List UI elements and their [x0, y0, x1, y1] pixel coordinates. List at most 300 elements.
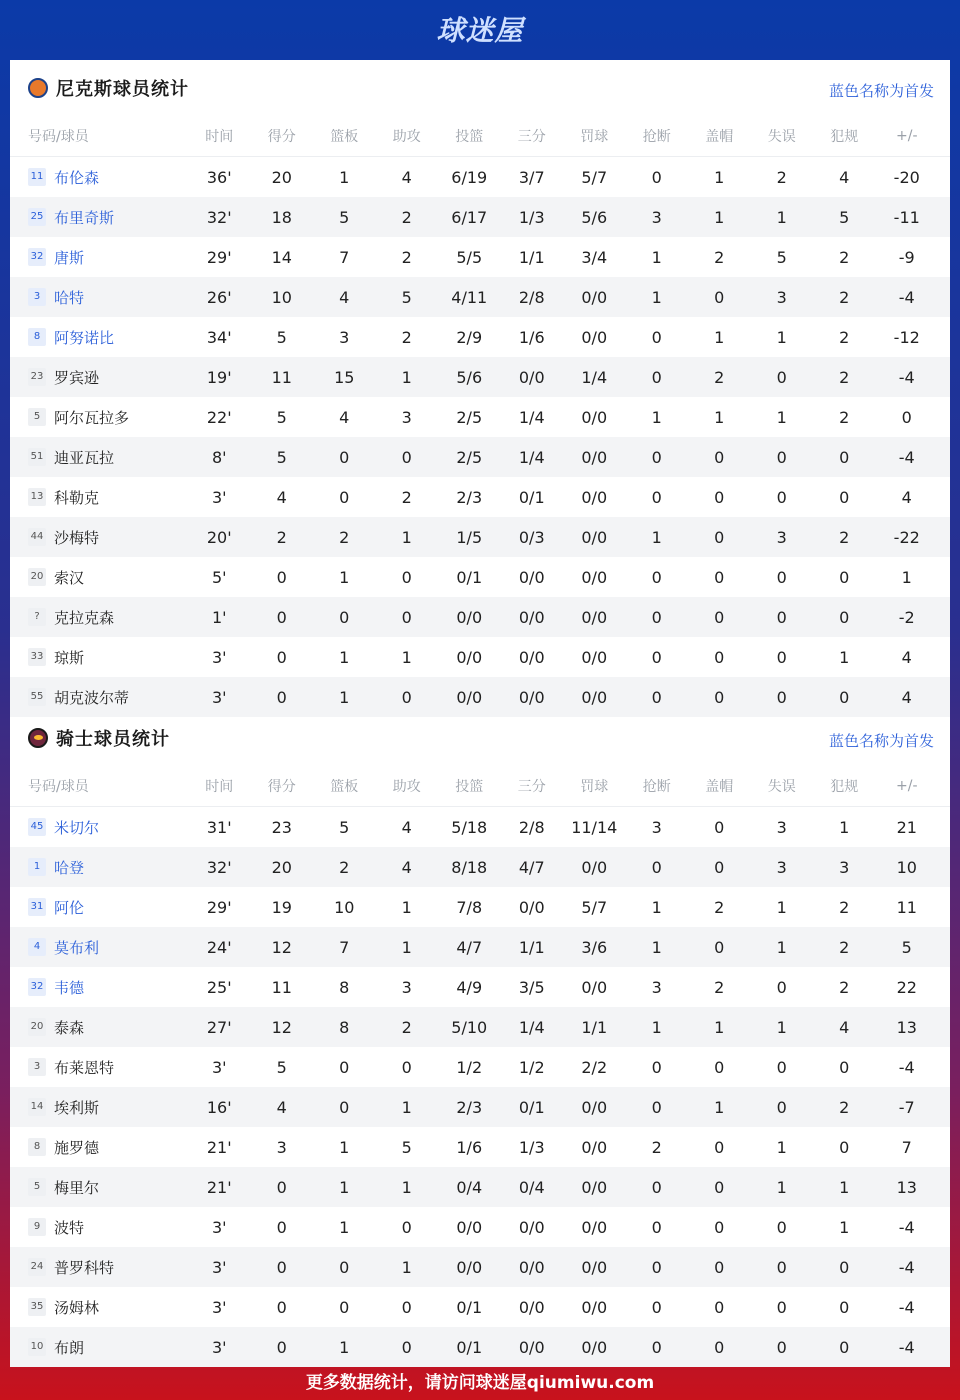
- player-name[interactable]: 米切尔: [54, 818, 100, 837]
- footer-link[interactable]: 更多数据统计，请访问球迷屋qiumiwu.com: [305, 1372, 655, 1393]
- stat-min: 5': [211, 567, 227, 587]
- stat-tov: 5: [776, 247, 787, 267]
- jersey-number: 32: [28, 978, 46, 996]
- player-name[interactable]: 施罗德: [54, 1138, 100, 1157]
- stat-tp: 2/8: [518, 287, 545, 307]
- player-cell: [10, 567, 188, 588]
- stat-pts: 12: [271, 937, 292, 957]
- stat-pf: 2: [839, 977, 850, 997]
- stat-pf: 4: [839, 167, 850, 187]
- stat-tp: 1/4: [518, 407, 545, 427]
- stat-tov: 1: [776, 207, 787, 227]
- stat-tov: 0: [776, 607, 787, 627]
- player-name[interactable]: 普罗科特: [54, 1258, 115, 1277]
- player-cell: [10, 367, 188, 388]
- player-cell: [10, 1097, 188, 1118]
- stat-reb: 1: [339, 167, 350, 187]
- stat-min: 3': [211, 1257, 227, 1277]
- stat-ast: 1: [401, 1257, 412, 1277]
- stat-ft: 0/0: [581, 1177, 608, 1197]
- stat-ast: 5: [401, 1137, 412, 1157]
- column-header-blk: 盖帽: [705, 129, 734, 145]
- stat-pm: -4: [898, 367, 915, 387]
- stat-ft: 5/6: [581, 207, 608, 227]
- stat-blk: 2: [714, 977, 725, 997]
- stat-pts: 23: [271, 817, 292, 837]
- stat-min: 29': [206, 897, 232, 917]
- jersey-number: 5: [28, 1178, 46, 1196]
- stat-reb: 15: [334, 367, 355, 387]
- stat-pf: 0: [839, 687, 850, 707]
- stat-blk: 0: [714, 647, 725, 667]
- stat-blk: 0: [714, 687, 725, 707]
- player-cell: [10, 527, 188, 548]
- table-row[interactable]: [10, 637, 950, 677]
- stat-ft: 0/0: [581, 687, 608, 707]
- stat-tov: 0: [776, 647, 787, 667]
- stat-tov: 3: [776, 817, 787, 837]
- player-name[interactable]: 克拉克森: [54, 608, 115, 627]
- stat-stl: 0: [651, 1097, 662, 1117]
- jersey-number: 9: [28, 1218, 46, 1236]
- stat-tov: 1: [776, 897, 787, 917]
- table-row[interactable]: [10, 1007, 950, 1047]
- player-cell: [10, 1337, 188, 1358]
- stat-fg: 4/7: [456, 937, 483, 957]
- column-header-tov: 失误: [767, 129, 796, 145]
- player-name[interactable]: 科勒克: [54, 488, 100, 507]
- player-cell: [10, 487, 188, 508]
- stat-min: 21': [206, 1137, 232, 1157]
- stat-min: 32': [206, 207, 232, 227]
- table-row[interactable]: [10, 517, 950, 557]
- player-name[interactable]: 阿伦: [54, 898, 85, 917]
- stat-reb: 8: [339, 977, 350, 997]
- stat-stl: 0: [651, 447, 662, 467]
- stat-blk: 0: [714, 817, 725, 837]
- stat-blk: 0: [714, 1337, 725, 1357]
- starter-note: 蓝色名称为首发: [828, 732, 934, 750]
- section-header: [10, 60, 950, 116]
- stat-fg: 0/0: [456, 1257, 483, 1277]
- stat-ast: 0: [401, 1337, 412, 1357]
- stat-min: 16': [206, 1097, 232, 1117]
- stat-blk: 1: [714, 327, 725, 347]
- stat-tov: 0: [776, 367, 787, 387]
- player-name[interactable]: 汤姆林: [54, 1298, 100, 1317]
- stat-tov: 1: [776, 1017, 787, 1037]
- stat-tov: 0: [776, 1057, 787, 1077]
- stat-tp: 0/0: [518, 567, 545, 587]
- column-header-pm: +/-: [896, 128, 918, 144]
- stat-stl: 0: [651, 857, 662, 877]
- stat-ast: 4: [401, 857, 412, 877]
- column-header-fg: 投篮: [455, 129, 484, 145]
- stat-blk: 1: [714, 1017, 725, 1037]
- section-title: 骑士球员统计: [56, 729, 170, 750]
- stat-ast: 1: [401, 1177, 412, 1197]
- jersey-number: 5: [28, 408, 46, 426]
- stat-tov: 0: [776, 1337, 787, 1357]
- stat-stl: 3: [651, 817, 662, 837]
- jersey-number: 3: [28, 1058, 46, 1076]
- stat-pts: 0: [276, 1337, 287, 1357]
- player-name[interactable]: 莫布利: [54, 938, 100, 957]
- stat-tov: 1: [776, 407, 787, 427]
- stat-pts: 19: [271, 897, 292, 917]
- stat-fg: 4/9: [456, 977, 483, 997]
- stat-pf: 2: [839, 407, 850, 427]
- stat-ft: 0/0: [581, 1297, 608, 1317]
- player-name[interactable]: 波特: [54, 1218, 85, 1237]
- jersey-number: 44: [28, 528, 46, 546]
- stat-pts: 5: [276, 447, 287, 467]
- stat-stl: 0: [651, 647, 662, 667]
- player-cell: [10, 937, 188, 958]
- stat-min: 26': [206, 287, 232, 307]
- stat-ast: 2: [401, 487, 412, 507]
- stat-ft: 0/0: [581, 1217, 608, 1237]
- jersey-number: 13: [28, 488, 46, 506]
- stat-pf: 0: [839, 1337, 850, 1357]
- stat-reb: 1: [339, 1337, 350, 1357]
- stat-tp: 1/4: [518, 447, 545, 467]
- stat-blk: 1: [714, 407, 725, 427]
- table-row[interactable]: [10, 477, 950, 517]
- stat-reb: 0: [339, 1057, 350, 1077]
- jersey-number: 20: [28, 568, 46, 586]
- player-name[interactable]: 迪亚瓦拉: [54, 448, 115, 467]
- stat-ast: 0: [401, 447, 412, 467]
- stat-tp: 1/3: [518, 1137, 545, 1157]
- stat-ast: 0: [401, 1297, 412, 1317]
- stat-tov: 2: [776, 167, 787, 187]
- stat-pm: 4: [901, 487, 912, 507]
- column-header-tp: 三分: [517, 779, 546, 795]
- stat-tov: 0: [776, 1297, 787, 1317]
- stat-tov: 3: [776, 287, 787, 307]
- section-title: 尼克斯球员统计: [56, 79, 189, 100]
- stat-pm: 5: [901, 937, 912, 957]
- knicks-section: [10, 60, 950, 717]
- stat-tov: 1: [776, 937, 787, 957]
- stat-reb: 1: [339, 687, 350, 707]
- stat-min: 36': [206, 167, 232, 187]
- stat-fg: 4/11: [451, 287, 488, 307]
- stat-fg: 1/6: [456, 1137, 483, 1157]
- stat-pf: 4: [839, 1017, 850, 1037]
- stat-fg: 5/10: [451, 1017, 488, 1037]
- jersey-number: 45: [28, 818, 46, 836]
- player-cell: [10, 857, 188, 878]
- stat-tov: 1: [776, 1177, 787, 1197]
- stat-blk: 0: [714, 487, 725, 507]
- stat-tp: 1/1: [518, 937, 545, 957]
- stat-pm: -7: [898, 1097, 915, 1117]
- stat-min: 3': [211, 1337, 227, 1357]
- player-name[interactable]: 布朗: [54, 1338, 85, 1357]
- knicks-logo-icon: [28, 78, 48, 98]
- column-header-ft: 罚球: [580, 129, 609, 145]
- stat-reb: 2: [339, 527, 350, 547]
- table-row[interactable]: [10, 157, 950, 197]
- stat-reb: 1: [339, 1177, 350, 1197]
- jersey-number: 20: [28, 1018, 46, 1036]
- stat-pm: -11: [893, 207, 920, 227]
- stat-blk: 2: [714, 367, 725, 387]
- table-row[interactable]: [10, 1167, 950, 1207]
- stat-stl: 1: [651, 247, 662, 267]
- stat-ft: 5/7: [581, 167, 608, 187]
- stat-tov: 0: [776, 1217, 787, 1237]
- stat-pm: 11: [896, 897, 917, 917]
- stat-ft: 0/0: [581, 647, 608, 667]
- player-name[interactable]: 沙梅特: [54, 528, 100, 547]
- stat-stl: 0: [651, 1057, 662, 1077]
- table-row[interactable]: [10, 1247, 950, 1287]
- stat-pm: 10: [896, 857, 917, 877]
- column-header-pts: 得分: [267, 779, 296, 795]
- stat-tp: 2/8: [518, 817, 545, 837]
- jersey-number: 8: [28, 328, 46, 346]
- stat-pm: 21: [896, 817, 917, 837]
- stat-stl: 0: [651, 367, 662, 387]
- stat-pts: 20: [271, 857, 292, 877]
- table-row[interactable]: [10, 437, 950, 477]
- stat-fg: 0/0: [456, 647, 483, 667]
- table-row[interactable]: [10, 277, 950, 317]
- table-row[interactable]: [10, 967, 950, 1007]
- jersey-number: 55: [28, 688, 46, 706]
- stat-tov: 3: [776, 527, 787, 547]
- player-name[interactable]: 布莱恩特: [54, 1058, 115, 1077]
- column-header-fg: 投篮: [455, 779, 484, 795]
- stat-fg: 5/5: [456, 247, 483, 267]
- stat-reb: 0: [339, 607, 350, 627]
- stat-blk: 1: [714, 1097, 725, 1117]
- stat-ast: 0: [401, 567, 412, 587]
- table-row[interactable]: [10, 597, 950, 637]
- stat-fg: 8/18: [451, 857, 488, 877]
- stat-fg: 2/3: [456, 1097, 483, 1117]
- player-name[interactable]: 埃利斯: [54, 1098, 100, 1117]
- table-row[interactable]: [10, 1087, 950, 1127]
- stat-stl: 0: [651, 687, 662, 707]
- stat-reb: 1: [339, 1217, 350, 1237]
- stat-min: 24': [206, 937, 232, 957]
- table-row[interactable]: [10, 847, 950, 887]
- column-header-ast: 助攻: [392, 779, 421, 795]
- player-name[interactable]: 罗宾逊: [54, 368, 100, 387]
- stat-pts: 20: [271, 167, 292, 187]
- player-name[interactable]: 索汉: [54, 568, 85, 587]
- stat-ast: 1: [401, 937, 412, 957]
- stat-ast: 4: [401, 817, 412, 837]
- stat-ast: 2: [401, 327, 412, 347]
- stat-tp: 1/2: [518, 1057, 545, 1077]
- player-cell: [10, 407, 188, 428]
- stat-ft: 0/0: [581, 607, 608, 627]
- stat-min: 3': [211, 687, 227, 707]
- column-header-stl: 抢断: [642, 129, 671, 145]
- stat-pts: 5: [276, 327, 287, 347]
- table-row[interactable]: [10, 557, 950, 597]
- stat-ft: 0/0: [581, 487, 608, 507]
- stat-pm: -4: [898, 1297, 915, 1317]
- table-row[interactable]: [10, 887, 950, 927]
- stat-fg: 5/6: [456, 367, 483, 387]
- stat-tp: 3/7: [518, 167, 545, 187]
- stat-ft: 0/0: [581, 567, 608, 587]
- stat-fg: 5/18: [451, 817, 488, 837]
- stat-pts: 18: [271, 207, 292, 227]
- stat-pm: -4: [898, 287, 915, 307]
- table-row[interactable]: [10, 1207, 950, 1247]
- column-header-blk: 盖帽: [705, 779, 734, 795]
- stat-stl: 0: [651, 1337, 662, 1357]
- stat-reb: 0: [339, 1297, 350, 1317]
- stat-pts: 3: [276, 1137, 287, 1157]
- stat-tp: 1/4: [518, 1017, 545, 1037]
- stat-ft: 1/4: [581, 367, 608, 387]
- stat-min: 27': [206, 1017, 232, 1037]
- cavaliers-logo-icon: [28, 728, 48, 748]
- player-name[interactable]: 哈特: [54, 288, 85, 307]
- stat-pf: 2: [839, 527, 850, 547]
- table-row[interactable]: [10, 807, 950, 847]
- column-header-stl: 抢断: [642, 779, 671, 795]
- stat-tov: 0: [776, 1257, 787, 1277]
- stat-reb: 4: [339, 407, 350, 427]
- stat-tov: 0: [776, 977, 787, 997]
- stat-tp: 0/1: [518, 1097, 545, 1117]
- stat-ast: 5: [401, 287, 412, 307]
- player-name[interactable]: 哈登: [54, 858, 85, 877]
- stat-tp: 0/0: [518, 687, 545, 707]
- stat-pts: 5: [276, 1057, 287, 1077]
- column-header-pts: 得分: [267, 129, 296, 145]
- player-name[interactable]: 琼斯: [54, 648, 85, 667]
- stat-pf: 2: [839, 327, 850, 347]
- stat-pts: 0: [276, 1297, 287, 1317]
- stat-reb: 7: [339, 937, 350, 957]
- stat-pm: -12: [893, 327, 920, 347]
- stat-tp: 0/0: [518, 607, 545, 627]
- table-row[interactable]: [10, 1127, 950, 1167]
- stat-stl: 1: [651, 287, 662, 307]
- stat-tp: 0/0: [518, 1337, 545, 1357]
- jersey-number: 33: [28, 648, 46, 666]
- stat-pts: 0: [276, 1217, 287, 1237]
- stat-ast: 0: [401, 687, 412, 707]
- stat-pf: 3: [839, 857, 850, 877]
- stat-stl: 1: [651, 1017, 662, 1037]
- stat-blk: 0: [714, 527, 725, 547]
- player-name[interactable]: 韦德: [54, 978, 85, 997]
- table-row[interactable]: [10, 927, 950, 967]
- player-cell: [10, 687, 188, 708]
- table-header: [10, 766, 950, 807]
- player-cell: [10, 1217, 188, 1238]
- cavaliers-section: [10, 710, 950, 1367]
- stat-min: 8': [211, 447, 227, 467]
- player-cell: [10, 207, 188, 228]
- stat-blk: 1: [714, 167, 725, 187]
- starter-note: 蓝色名称为首发: [828, 82, 934, 100]
- table-row[interactable]: [10, 1287, 950, 1327]
- stat-stl: 1: [651, 937, 662, 957]
- stat-pm: -2: [898, 607, 915, 627]
- table-row[interactable]: [10, 197, 950, 237]
- table-row[interactable]: [10, 1047, 950, 1087]
- stat-tov: 0: [776, 1097, 787, 1117]
- stat-blk: 0: [714, 857, 725, 877]
- table-row[interactable]: [10, 317, 950, 357]
- stat-pf: 2: [839, 937, 850, 957]
- stat-pm: 13: [896, 1177, 917, 1197]
- table-row[interactable]: [10, 237, 950, 277]
- stat-ft: 11/14: [571, 817, 618, 837]
- player-cell: [10, 977, 188, 998]
- stat-pf: 0: [839, 1137, 850, 1157]
- stat-blk: 0: [714, 1057, 725, 1077]
- stat-pf: 0: [839, 567, 850, 587]
- player-name[interactable]: 胡克波尔蒂: [54, 688, 130, 707]
- player-cell: [10, 1257, 188, 1278]
- stat-ast: 0: [401, 1217, 412, 1237]
- stat-fg: 1/2: [456, 1057, 483, 1077]
- stat-fg: 7/8: [456, 897, 483, 917]
- stat-stl: 0: [651, 1257, 662, 1277]
- stat-tov: 0: [776, 567, 787, 587]
- stat-reb: 2: [339, 857, 350, 877]
- stat-tp: 0/3: [518, 527, 545, 547]
- stat-pf: 1: [839, 1177, 850, 1197]
- stat-blk: 0: [714, 607, 725, 627]
- stat-tp: 0/0: [518, 1297, 545, 1317]
- player-name[interactable]: 阿努诺比: [54, 328, 115, 347]
- player-name[interactable]: 阿尔瓦拉多: [54, 408, 130, 427]
- stat-pm: -4: [898, 1057, 915, 1077]
- stat-reb: 1: [339, 647, 350, 667]
- player-name[interactable]: 梅里尔: [54, 1178, 100, 1197]
- stat-ast: 0: [401, 1057, 412, 1077]
- player-name[interactable]: 布伦森: [54, 168, 100, 187]
- player-cell: [10, 897, 188, 918]
- stat-pts: 5: [276, 407, 287, 427]
- table-row[interactable]: [10, 357, 950, 397]
- stat-fg: 2/9: [456, 327, 483, 347]
- stat-ft: 0/0: [581, 1257, 608, 1277]
- player-name[interactable]: 泰森: [54, 1018, 85, 1037]
- player-name[interactable]: 布里奇斯: [54, 208, 115, 227]
- stat-pf: 1: [839, 647, 850, 667]
- player-name[interactable]: 唐斯: [54, 248, 85, 267]
- stat-tp: 0/0: [518, 367, 545, 387]
- player-cell: [10, 647, 188, 668]
- stat-tp: 0/0: [518, 1257, 545, 1277]
- stat-min: 20': [206, 527, 232, 547]
- stat-blk: 0: [714, 287, 725, 307]
- table-row[interactable]: [10, 397, 950, 437]
- stat-fg: 2/5: [456, 407, 483, 427]
- stat-tov: 0: [776, 447, 787, 467]
- stat-ft: 0/0: [581, 447, 608, 467]
- jersey-number: 24: [28, 1258, 46, 1276]
- stat-tov: 0: [776, 687, 787, 707]
- stat-stl: 1: [651, 527, 662, 547]
- player-cell: [10, 817, 188, 838]
